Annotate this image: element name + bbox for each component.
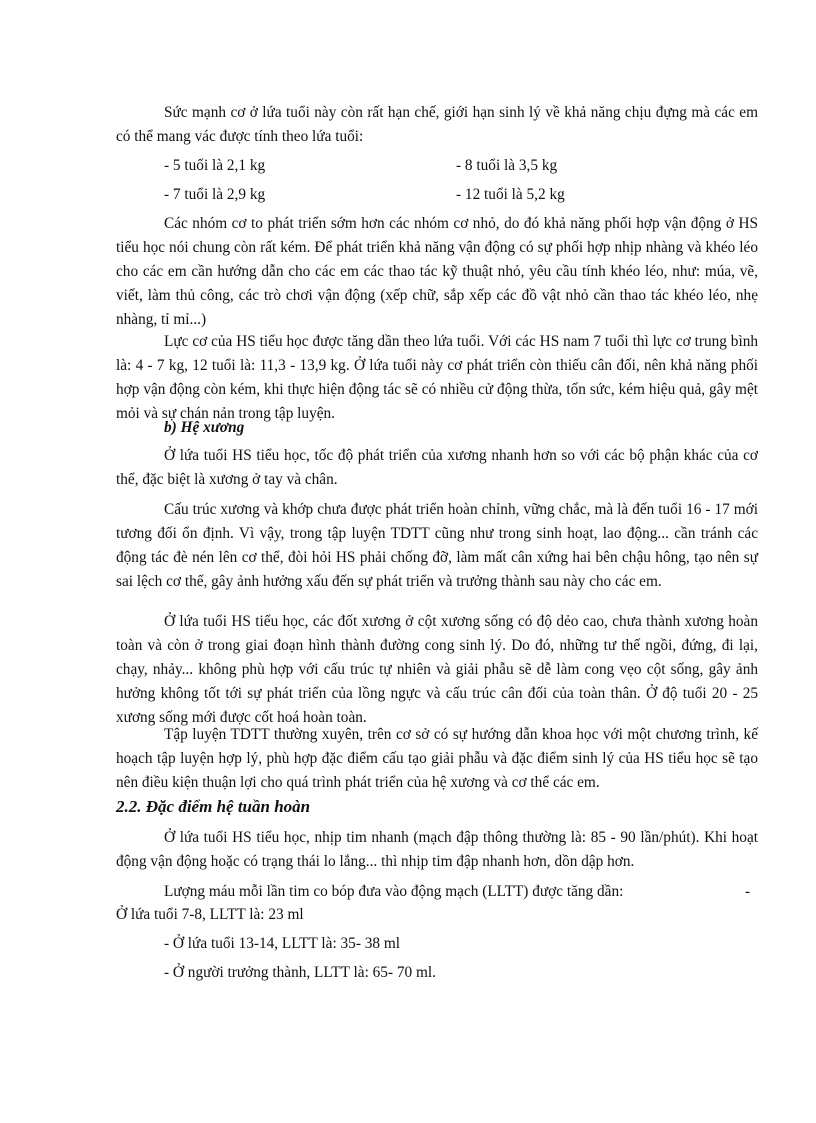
list-dash: - xyxy=(745,883,751,900)
paragraph-skeleton-spine: Ở lứa tuổi HS tiểu học, các đốt xương ở cột xương sống có độ dẻo cao, chưa thành xương hoàn toàn và còn ở trong giai đoạn hình thành đường cong sinh lý. Do đó, những tư thế ngồi, đứng, đi lại, chạy, nhảy... không phù hợp với cấu trúc tự nhiên và giải phẫu sẽ dễ làm cong vẹo cột sống, gây ảnh hưởng không tốt tới sự phát triển của lồng ngực và cấu trúc cân đối của toàn thân. Ở độ tuổi 20 - 25 xương sống mới được cốt hoá hoàn toàn. xyxy=(116,613,758,726)
list-item-adult: - Ở người trưởng thành, LLTT là: 65- 70 ml. xyxy=(164,964,436,981)
list-item-age-7-8: Ở lứa tuổi 7-8, LLTT là: 23 ml xyxy=(116,906,304,923)
list-item-weight-7: - 7 tuổi là 2,9 kg xyxy=(164,186,266,203)
paragraph-skeleton-training: Tập luyện TDTT thường xuyên, trên cơ sở có sự hướng dẫn khoa học với một chương trình, kế hoạch tập luyện hợp lý, phù hợp đặc điểm cấu tạo giải phẫu và đặc điểm sinh lý của HS tiểu học sẽ tạo nên điều kiện thuận lợi cho quá trình phát triển của hệ xương và cơ thể các em. xyxy=(116,726,758,791)
list-item-weight-5: - 5 tuổi là 2,1 kg xyxy=(164,157,266,174)
paragraph-heart-rate: Ở lứa tuổi HS tiểu học, nhịp tim nhanh (mạch đập thông thường là: 85 - 90 lần/phút). Khi hoạt động vận động hoặc có trạng thái lo lắng... thì nhịp tim đập nhanh hơn, dồn dập hơn. xyxy=(116,829,758,870)
subheading-skeleton: b) Hệ xương xyxy=(164,419,245,436)
paragraph-muscle-groups: Các nhóm cơ to phát triển sớm hơn các nhóm cơ nhỏ, do đó khả năng phối hợp vận động ở HS tiểu học nói chung còn rất kém. Để phát triển khả năng vận động có sự phối hợp nhịp nhàng và khéo léo cho các em cần hướng dẫn cho các em các thao tác kỹ thuật nhỏ, yêu cầu tính khéo léo, như: múa, vẽ, viết, làm thủ công, các trò chơi vận động (xếp chữ, sắp xếp các đồ vật nhỏ cần thao tác khéo léo, nhẹ nhàng, tỉ mỉ...) xyxy=(116,215,758,328)
paragraph-skeleton-growth: Ở lứa tuổi HS tiểu học, tốc độ phát triển của xương nhanh hơn so với các bộ phận khác của cơ thể, đặc biệt là xương ở tay và chân. xyxy=(116,447,758,488)
list-item-age-13-14: - Ở lứa tuổi 13-14, LLTT là: 35- 38 ml xyxy=(164,935,401,952)
paragraph-muscle-intro: Sức mạnh cơ ở lứa tuổi này còn rất hạn chế, giới hạn sinh lý về khả năng chịu đựng mà các em có thể mang vác được tính theo lứa tuổi: xyxy=(116,104,758,145)
list-item-weight-8: - 8 tuổi là 3,5 kg xyxy=(456,157,558,174)
paragraph-muscle-strength: Lực cơ của HS tiểu học được tăng dần theo lứa tuổi. Với các HS nam 7 tuổi thì lực cơ trung bình là: 4 - 7 kg, 12 tuổi là: 11,3 - 13,9 kg. Ở lứa tuổi này cơ phát triển còn thiếu cân đối, nên khả năng phối hợp vận động còn kém, khi thực hiện động tác sẽ có nhiều cử động thừa, tốn sức, kém hiệu quả, gây mệt mỏi và sự chán nản trong tập luyện. xyxy=(116,333,758,422)
paragraph-skeleton-structure: Cấu trúc xương và khớp chưa được phát triển hoàn chỉnh, vững chắc, mà là đến tuổi 16 - 17 mới tương đối ổn định. Vì vậy, trong tập luyện TDTT cũng như trong sinh hoạt, lao động... cần tránh các động tác đè nén lên cơ thể, đòi hỏi HS phải chống đỡ, làm mất cân xứng hai bên chậu hông, tạo nên sự sai lệch cơ thể, gây ảnh hưởng xấu đến sự phát triển và trưởng thành sau này cho các em. xyxy=(116,501,758,590)
paragraph-blood-volume: Lượng máu mỗi lần tim co bóp đưa vào động mạch (LLTT) được tăng dần: xyxy=(164,883,624,900)
section-heading-circulation: 2.2. Đặc điểm hệ tuần hoàn xyxy=(116,797,311,816)
list-item-weight-12: - 12 tuổi là 5,2 kg xyxy=(456,186,565,203)
